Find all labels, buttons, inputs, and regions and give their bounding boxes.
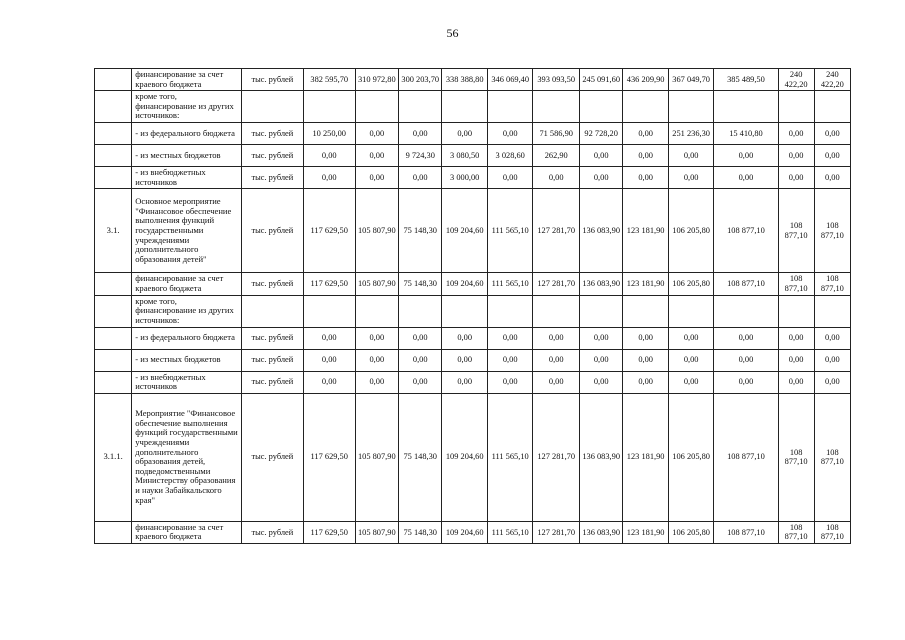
- row-number: [95, 327, 132, 349]
- value-cell: 108 877,10: [814, 521, 850, 543]
- value-cell: 127 281,70: [533, 273, 580, 295]
- value-cell: 123 181,90: [623, 273, 669, 295]
- value-cell: 71 586,90: [533, 123, 580, 145]
- value-cell: [778, 91, 814, 123]
- value-cell: 109 204,60: [442, 521, 488, 543]
- value-cell: 0,00: [303, 167, 355, 189]
- value-cell: 0,00: [533, 327, 580, 349]
- value-cell: 117 629,50: [303, 393, 355, 521]
- value-cell: [442, 91, 488, 123]
- value-cell: 0,00: [579, 349, 622, 371]
- table-row: [95, 189, 851, 273]
- value-cell: 108 877,10: [778, 521, 814, 543]
- value-cell: 136 083,90: [579, 273, 622, 295]
- value-cell: [778, 295, 814, 327]
- value-cell: [623, 91, 669, 123]
- table-row: [95, 123, 851, 145]
- value-cell: 0,00: [778, 167, 814, 189]
- row-title: Основное мероприятие "Финансовое обеспечение выполнения функций государственными учреждениями дополнительного образования детей": [132, 189, 242, 273]
- value-cell: 240 422,20: [814, 69, 850, 91]
- value-cell: 0,00: [399, 123, 442, 145]
- value-cell: 0,00: [714, 167, 778, 189]
- value-cell: 0,00: [399, 371, 442, 393]
- value-cell: 0,00: [442, 123, 488, 145]
- value-cell: 108 877,10: [778, 189, 814, 273]
- row-number: [95, 273, 132, 295]
- value-cell: 105 807,90: [355, 521, 398, 543]
- value-cell: 117 629,50: [303, 273, 355, 295]
- row-number: [95, 145, 132, 167]
- value-cell: 0,00: [623, 371, 669, 393]
- value-cell: 108 877,10: [714, 189, 778, 273]
- value-cell: 0,00: [714, 145, 778, 167]
- table-row: [95, 273, 851, 295]
- value-cell: 0,00: [442, 349, 488, 371]
- row-title: финансирование за счет краевого бюджета: [132, 521, 242, 543]
- value-cell: 108 877,10: [814, 273, 850, 295]
- value-cell: 0,00: [668, 349, 714, 371]
- value-cell: 0,00: [778, 327, 814, 349]
- value-cell: 108 877,10: [714, 273, 778, 295]
- value-cell: 106 205,80: [668, 273, 714, 295]
- row-title: - из федерального бюджета: [132, 123, 242, 145]
- value-cell: 0,00: [714, 349, 778, 371]
- value-cell: 117 629,50: [303, 521, 355, 543]
- value-cell: 136 083,90: [579, 521, 622, 543]
- row-number: [95, 371, 132, 393]
- value-cell: [355, 295, 398, 327]
- value-cell: [399, 91, 442, 123]
- value-cell: 0,00: [778, 145, 814, 167]
- value-cell: 393 093,50: [533, 69, 580, 91]
- row-number: [95, 295, 132, 327]
- value-cell: 385 489,50: [714, 69, 778, 91]
- row-unit: тыс. рублей: [241, 273, 303, 295]
- value-cell: 0,00: [399, 349, 442, 371]
- row-title: финансирование за счет краевого бюджета: [132, 69, 242, 91]
- row-title: - из местных бюджетов: [132, 349, 242, 371]
- table-row: [95, 327, 851, 349]
- value-cell: 382 595,70: [303, 69, 355, 91]
- value-cell: 0,00: [487, 349, 533, 371]
- row-number: 3.1.1.: [95, 393, 132, 521]
- value-cell: 105 807,90: [355, 393, 398, 521]
- value-cell: 75 148,30: [399, 273, 442, 295]
- row-unit: тыс. рублей: [241, 145, 303, 167]
- value-cell: 0,00: [668, 371, 714, 393]
- value-cell: [668, 295, 714, 327]
- value-cell: 0,00: [533, 167, 580, 189]
- value-cell: 0,00: [399, 167, 442, 189]
- value-cell: [533, 91, 580, 123]
- value-cell: 0,00: [487, 123, 533, 145]
- value-cell: 108 877,10: [814, 189, 850, 273]
- row-unit: тыс. рублей: [241, 69, 303, 91]
- page-number: 56: [446, 26, 459, 40]
- value-cell: [487, 91, 533, 123]
- value-cell: 106 205,80: [668, 393, 714, 521]
- value-cell: 3 080,50: [442, 145, 488, 167]
- value-cell: 106 205,80: [668, 189, 714, 273]
- value-cell: 127 281,70: [533, 521, 580, 543]
- value-cell: 0,00: [355, 145, 398, 167]
- value-cell: 300 203,70: [399, 69, 442, 91]
- value-cell: 0,00: [303, 145, 355, 167]
- row-unit: тыс. рублей: [241, 371, 303, 393]
- value-cell: [399, 295, 442, 327]
- row-number: [95, 167, 132, 189]
- value-cell: 92 728,20: [579, 123, 622, 145]
- value-cell: [533, 295, 580, 327]
- value-cell: 75 148,30: [399, 189, 442, 273]
- value-cell: 310 972,80: [355, 69, 398, 91]
- row-unit: [241, 295, 303, 327]
- table-row: [95, 295, 851, 327]
- value-cell: 105 807,90: [355, 273, 398, 295]
- row-title: финансирование за счет краевого бюджета: [132, 273, 242, 295]
- value-cell: 117 629,50: [303, 189, 355, 273]
- value-cell: 0,00: [668, 327, 714, 349]
- value-cell: 0,00: [668, 167, 714, 189]
- row-unit: тыс. рублей: [241, 189, 303, 273]
- value-cell: 0,00: [355, 371, 398, 393]
- value-cell: 0,00: [355, 349, 398, 371]
- value-cell: 0,00: [778, 371, 814, 393]
- value-cell: 0,00: [579, 145, 622, 167]
- value-cell: [814, 295, 850, 327]
- value-cell: 0,00: [579, 167, 622, 189]
- value-cell: 0,00: [814, 371, 850, 393]
- value-cell: [579, 295, 622, 327]
- table-row: [95, 91, 851, 123]
- value-cell: 245 091,60: [579, 69, 622, 91]
- value-cell: 123 181,90: [623, 189, 669, 273]
- value-cell: 109 204,60: [442, 393, 488, 521]
- row-number: [95, 91, 132, 123]
- table-row: [95, 69, 851, 91]
- value-cell: 0,00: [623, 349, 669, 371]
- value-cell: [579, 91, 622, 123]
- value-cell: [814, 91, 850, 123]
- value-cell: 0,00: [303, 371, 355, 393]
- value-cell: [714, 295, 778, 327]
- value-cell: 109 204,60: [442, 189, 488, 273]
- value-cell: 111 565,10: [487, 189, 533, 273]
- value-cell: 108 877,10: [714, 521, 778, 543]
- value-cell: 0,00: [533, 349, 580, 371]
- value-cell: 240 422,20: [778, 69, 814, 91]
- value-cell: 0,00: [714, 327, 778, 349]
- value-cell: 105 807,90: [355, 189, 398, 273]
- value-cell: 262,90: [533, 145, 580, 167]
- row-title: - из внебюджетных источников: [132, 167, 242, 189]
- value-cell: 123 181,90: [623, 393, 669, 521]
- row-unit: [241, 91, 303, 123]
- value-cell: 0,00: [399, 327, 442, 349]
- value-cell: 15 410,80: [714, 123, 778, 145]
- value-cell: 0,00: [533, 371, 580, 393]
- value-cell: 108 877,10: [714, 393, 778, 521]
- value-cell: 0,00: [623, 123, 669, 145]
- financing-table: [94, 68, 851, 544]
- row-unit: тыс. рублей: [241, 123, 303, 145]
- value-cell: 0,00: [442, 371, 488, 393]
- row-title: кроме того, финансирование из других источников:: [132, 295, 242, 327]
- value-cell: 0,00: [355, 167, 398, 189]
- row-number: [95, 521, 132, 543]
- value-cell: 9 724,30: [399, 145, 442, 167]
- value-cell: 0,00: [668, 145, 714, 167]
- value-cell: 0,00: [623, 167, 669, 189]
- value-cell: 0,00: [303, 349, 355, 371]
- value-cell: 0,00: [623, 327, 669, 349]
- value-cell: 0,00: [814, 327, 850, 349]
- value-cell: 109 204,60: [442, 273, 488, 295]
- value-cell: 75 148,30: [399, 393, 442, 521]
- value-cell: 111 565,10: [487, 393, 533, 521]
- value-cell: [355, 91, 398, 123]
- value-cell: 127 281,70: [533, 393, 580, 521]
- row-unit: тыс. рублей: [241, 521, 303, 543]
- value-cell: 111 565,10: [487, 273, 533, 295]
- value-cell: 0,00: [487, 371, 533, 393]
- row-title: - из местных бюджетов: [132, 145, 242, 167]
- value-cell: [668, 91, 714, 123]
- row-unit: тыс. рублей: [241, 393, 303, 521]
- row-number: [95, 349, 132, 371]
- table-row: [95, 393, 851, 521]
- value-cell: 123 181,90: [623, 521, 669, 543]
- value-cell: 111 565,10: [487, 521, 533, 543]
- row-number: 3.1.: [95, 189, 132, 273]
- row-number: [95, 69, 132, 91]
- table-row: [95, 521, 851, 543]
- value-cell: 0,00: [778, 349, 814, 371]
- value-cell: 10 250,00: [303, 123, 355, 145]
- value-cell: 108 877,10: [814, 393, 850, 521]
- row-number: [95, 123, 132, 145]
- table-row: [95, 145, 851, 167]
- value-cell: 0,00: [814, 123, 850, 145]
- value-cell: 338 388,80: [442, 69, 488, 91]
- value-cell: 0,00: [487, 327, 533, 349]
- value-cell: 0,00: [579, 371, 622, 393]
- row-unit: тыс. рублей: [241, 327, 303, 349]
- value-cell: 106 205,80: [668, 521, 714, 543]
- value-cell: 0,00: [778, 123, 814, 145]
- value-cell: 0,00: [714, 371, 778, 393]
- value-cell: 436 209,90: [623, 69, 669, 91]
- value-cell: [714, 91, 778, 123]
- value-cell: 0,00: [814, 167, 850, 189]
- table-row: [95, 371, 851, 393]
- value-cell: 0,00: [623, 145, 669, 167]
- value-cell: 108 877,10: [778, 393, 814, 521]
- row-title: - из внебюджетных источников: [132, 371, 242, 393]
- value-cell: 367 049,70: [668, 69, 714, 91]
- table-row: [95, 349, 851, 371]
- row-title: Мероприятие "Финансовое обеспечение выполнения функций государственными учреждениями дополнительного образования детей, подведомственными Министерству образования и науки Забайкальского края": [132, 393, 242, 521]
- value-cell: [442, 295, 488, 327]
- value-cell: 0,00: [442, 327, 488, 349]
- value-cell: 346 069,40: [487, 69, 533, 91]
- row-title: - из федерального бюджета: [132, 327, 242, 349]
- value-cell: 136 083,90: [579, 393, 622, 521]
- value-cell: 0,00: [814, 349, 850, 371]
- value-cell: 0,00: [303, 327, 355, 349]
- value-cell: 0,00: [355, 123, 398, 145]
- value-cell: 136 083,90: [579, 189, 622, 273]
- value-cell: [487, 295, 533, 327]
- value-cell: 251 236,30: [668, 123, 714, 145]
- value-cell: [303, 295, 355, 327]
- value-cell: 3 000,00: [442, 167, 488, 189]
- row-title: кроме того, финансирование из других источников:: [132, 91, 242, 123]
- row-unit: тыс. рублей: [241, 349, 303, 371]
- row-unit: тыс. рублей: [241, 167, 303, 189]
- value-cell: 0,00: [579, 327, 622, 349]
- table-row: [95, 167, 851, 189]
- value-cell: 3 028,60: [487, 145, 533, 167]
- value-cell: 127 281,70: [533, 189, 580, 273]
- value-cell: 75 148,30: [399, 521, 442, 543]
- value-cell: 0,00: [814, 145, 850, 167]
- value-cell: 0,00: [355, 327, 398, 349]
- value-cell: [303, 91, 355, 123]
- value-cell: 108 877,10: [778, 273, 814, 295]
- value-cell: [623, 295, 669, 327]
- value-cell: 0,00: [487, 167, 533, 189]
